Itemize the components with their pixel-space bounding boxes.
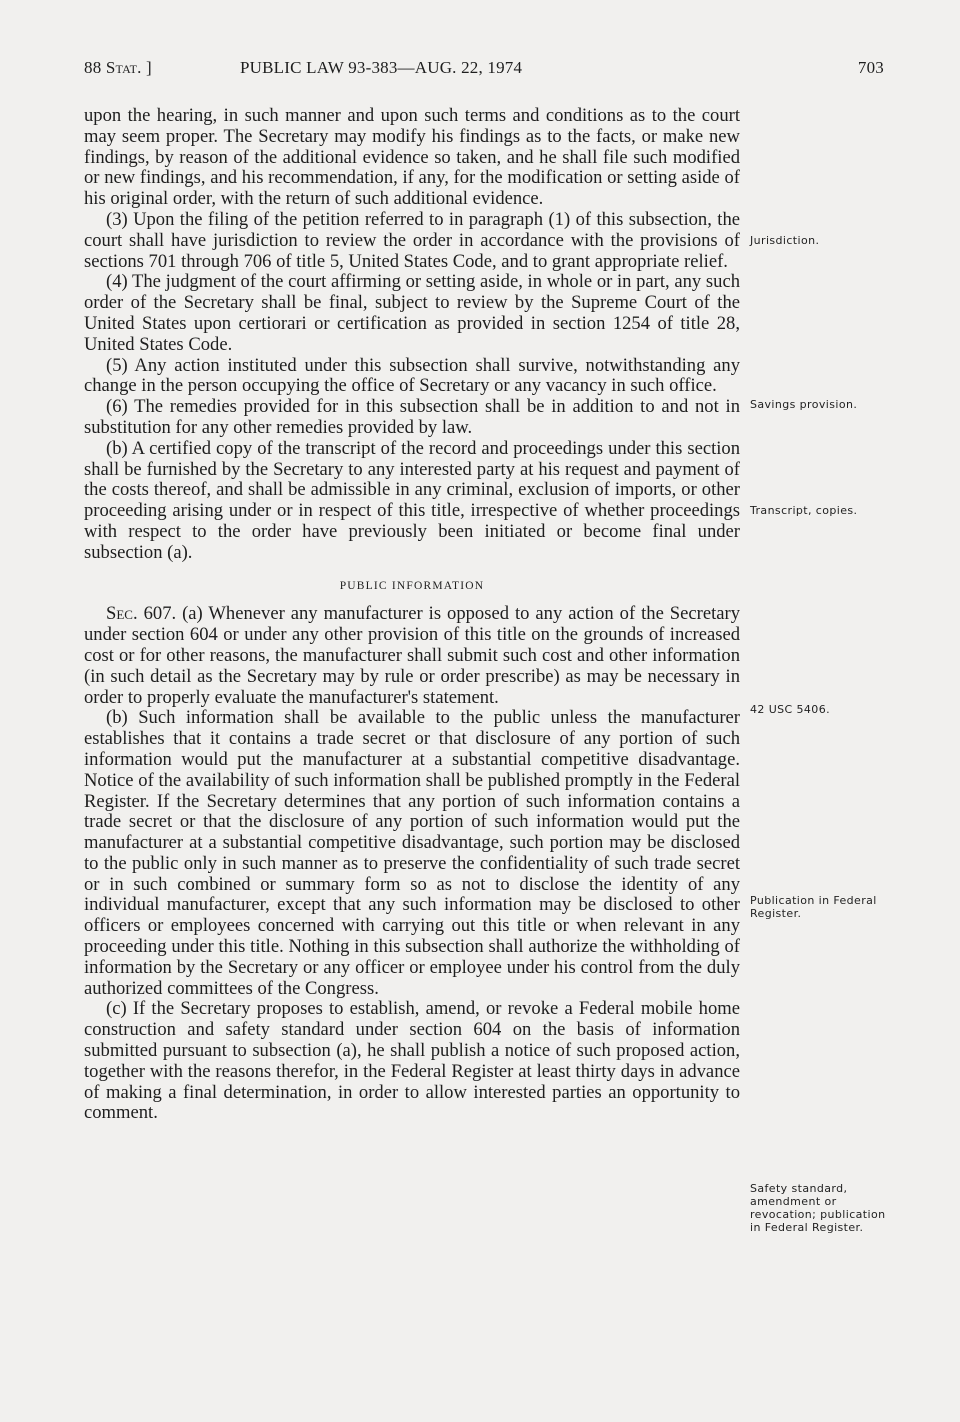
page-number: 703 <box>857 58 884 77</box>
section-607-b: (b) Such information shall be available to the public unless the manufacturer establishes that it contains a trade secret or that disclosure of any portion of such information would put the manufacturer at a substantial competitive disadvantage. Notice of the availability of such information shall be published promptly in the Federal Register. If the Secretary determines that any portion of such information contains a trade secret or that the disclosure of any portion of such information would put the manufacturer at a substantial competitive disadvantage, such portion may be disclosed to the public only in such manner as to preserve the confidentiality of such trade secret or in such combined or summary form so as not to disclose the identity of any individual manufacturer, except that any such information may be disclosed to other officers or employees concerned with carrying out this title or when relevant in any proceeding under this title. Nothing in this subsection shall authorize the withholding of information by the Secretary or any officer or employee under his control from the duly authorized committees of the Congress. <box>84 707 740 999</box>
law-title: PUBLIC LAW 93-383—AUG. 22, 1974 <box>240 58 523 77</box>
margin-note-usc: 42 USC 5406. <box>750 703 830 716</box>
paragraph-5: (5) Any action instituted under this subsection shall survive, notwithstanding any change in the person occupying the office of Secretary or any vacancy in such office. <box>84 354 740 397</box>
margin-note-savings: Savings provision. <box>750 398 858 411</box>
page-header <box>84 58 884 82</box>
margin-note-transcript: Transcript, copies. <box>750 504 858 517</box>
paragraph-continuation: upon the hearing, in such manner and upon such terms and conditions as to the court may seem proper. The Secretary may modify his findings as to the facts, or make new findings, by reason of the additional evidence so taken, and he shall file such modified or new findings, and his recommendation, if any, for the modification or setting aside of his original order, with the return of such additional evidence. <box>84 105 740 210</box>
section-607-c: (c) If the Secretary proposes to establish, amend, or revoke a Federal mobile home construction and safety standard under section 604 on the basis of information submitted pursuant to subsection (a), he shall publish a notice of such proposed action, together with the reasons therefor, in the Federal Register at least thirty days in advance of making a final determination, in order to allow interested parties an opportunity to comment. <box>84 998 740 1124</box>
section-caption: PUBLIC INFORMATION <box>339 579 485 592</box>
margin-note-safety-standard: Safety standard, amendment or revocation; publication in Federal Register. <box>750 1182 886 1234</box>
paragraph-6: (6) The remedies provided for in this subsection shall be in addition to and not in substitution for any other remedies provided by law. <box>84 396 740 438</box>
paragraph-3: (3) Upon the filing of the petition referred to in paragraph (1) of this subsection, the court shall have jurisdiction to review the order in accordance with the provisions of sections 701 through 706 of title 5, United States Code, and to grant appropriate relief. <box>84 208 740 272</box>
stat-reference: 88 Stat. ] <box>84 58 152 77</box>
section-607-a-text: 607. (a) Whenever any manufacturer is opposed to any action of the Secretary under section 604 or under any other provision of this title on the grounds of increased cost or for other reasons, the manufacturer shall submit such cost and other information (in such detail as the Secretary may by rule or order prescribe) as may be necessary in order to properly evaluate the manufacturer's statement. <box>84 603 740 708</box>
margin-note-jurisdiction: Jurisdiction. <box>750 234 820 247</box>
paragraph-4: (4) The judgment of the court affirming or setting aside, in whole or in part, any such order of the Secretary shall be final, subject to review by the Supreme Court of the United States upon certiorari or certification as provided in section 1254 of title 28, United States Code. <box>84 271 740 355</box>
margin-note-publication: Publication in Federal Register. <box>750 894 877 920</box>
sec-label: Sec. <box>106 603 138 625</box>
section-607-a <box>84 604 740 708</box>
main-text <box>84 106 740 1124</box>
paragraph-b: (b) A certified copy of the transcript of the record and proceedings under this section shall be furnished by the Secretary to any interested party at his request and payment of the costs thereof, and shall be admissible in any criminal, exclusion of imports, or other proceeding arising under or in respect of this title, irrespective of whether proceedings with respect to the order have previously been initiated or become final under subsection (a). <box>84 437 740 563</box>
